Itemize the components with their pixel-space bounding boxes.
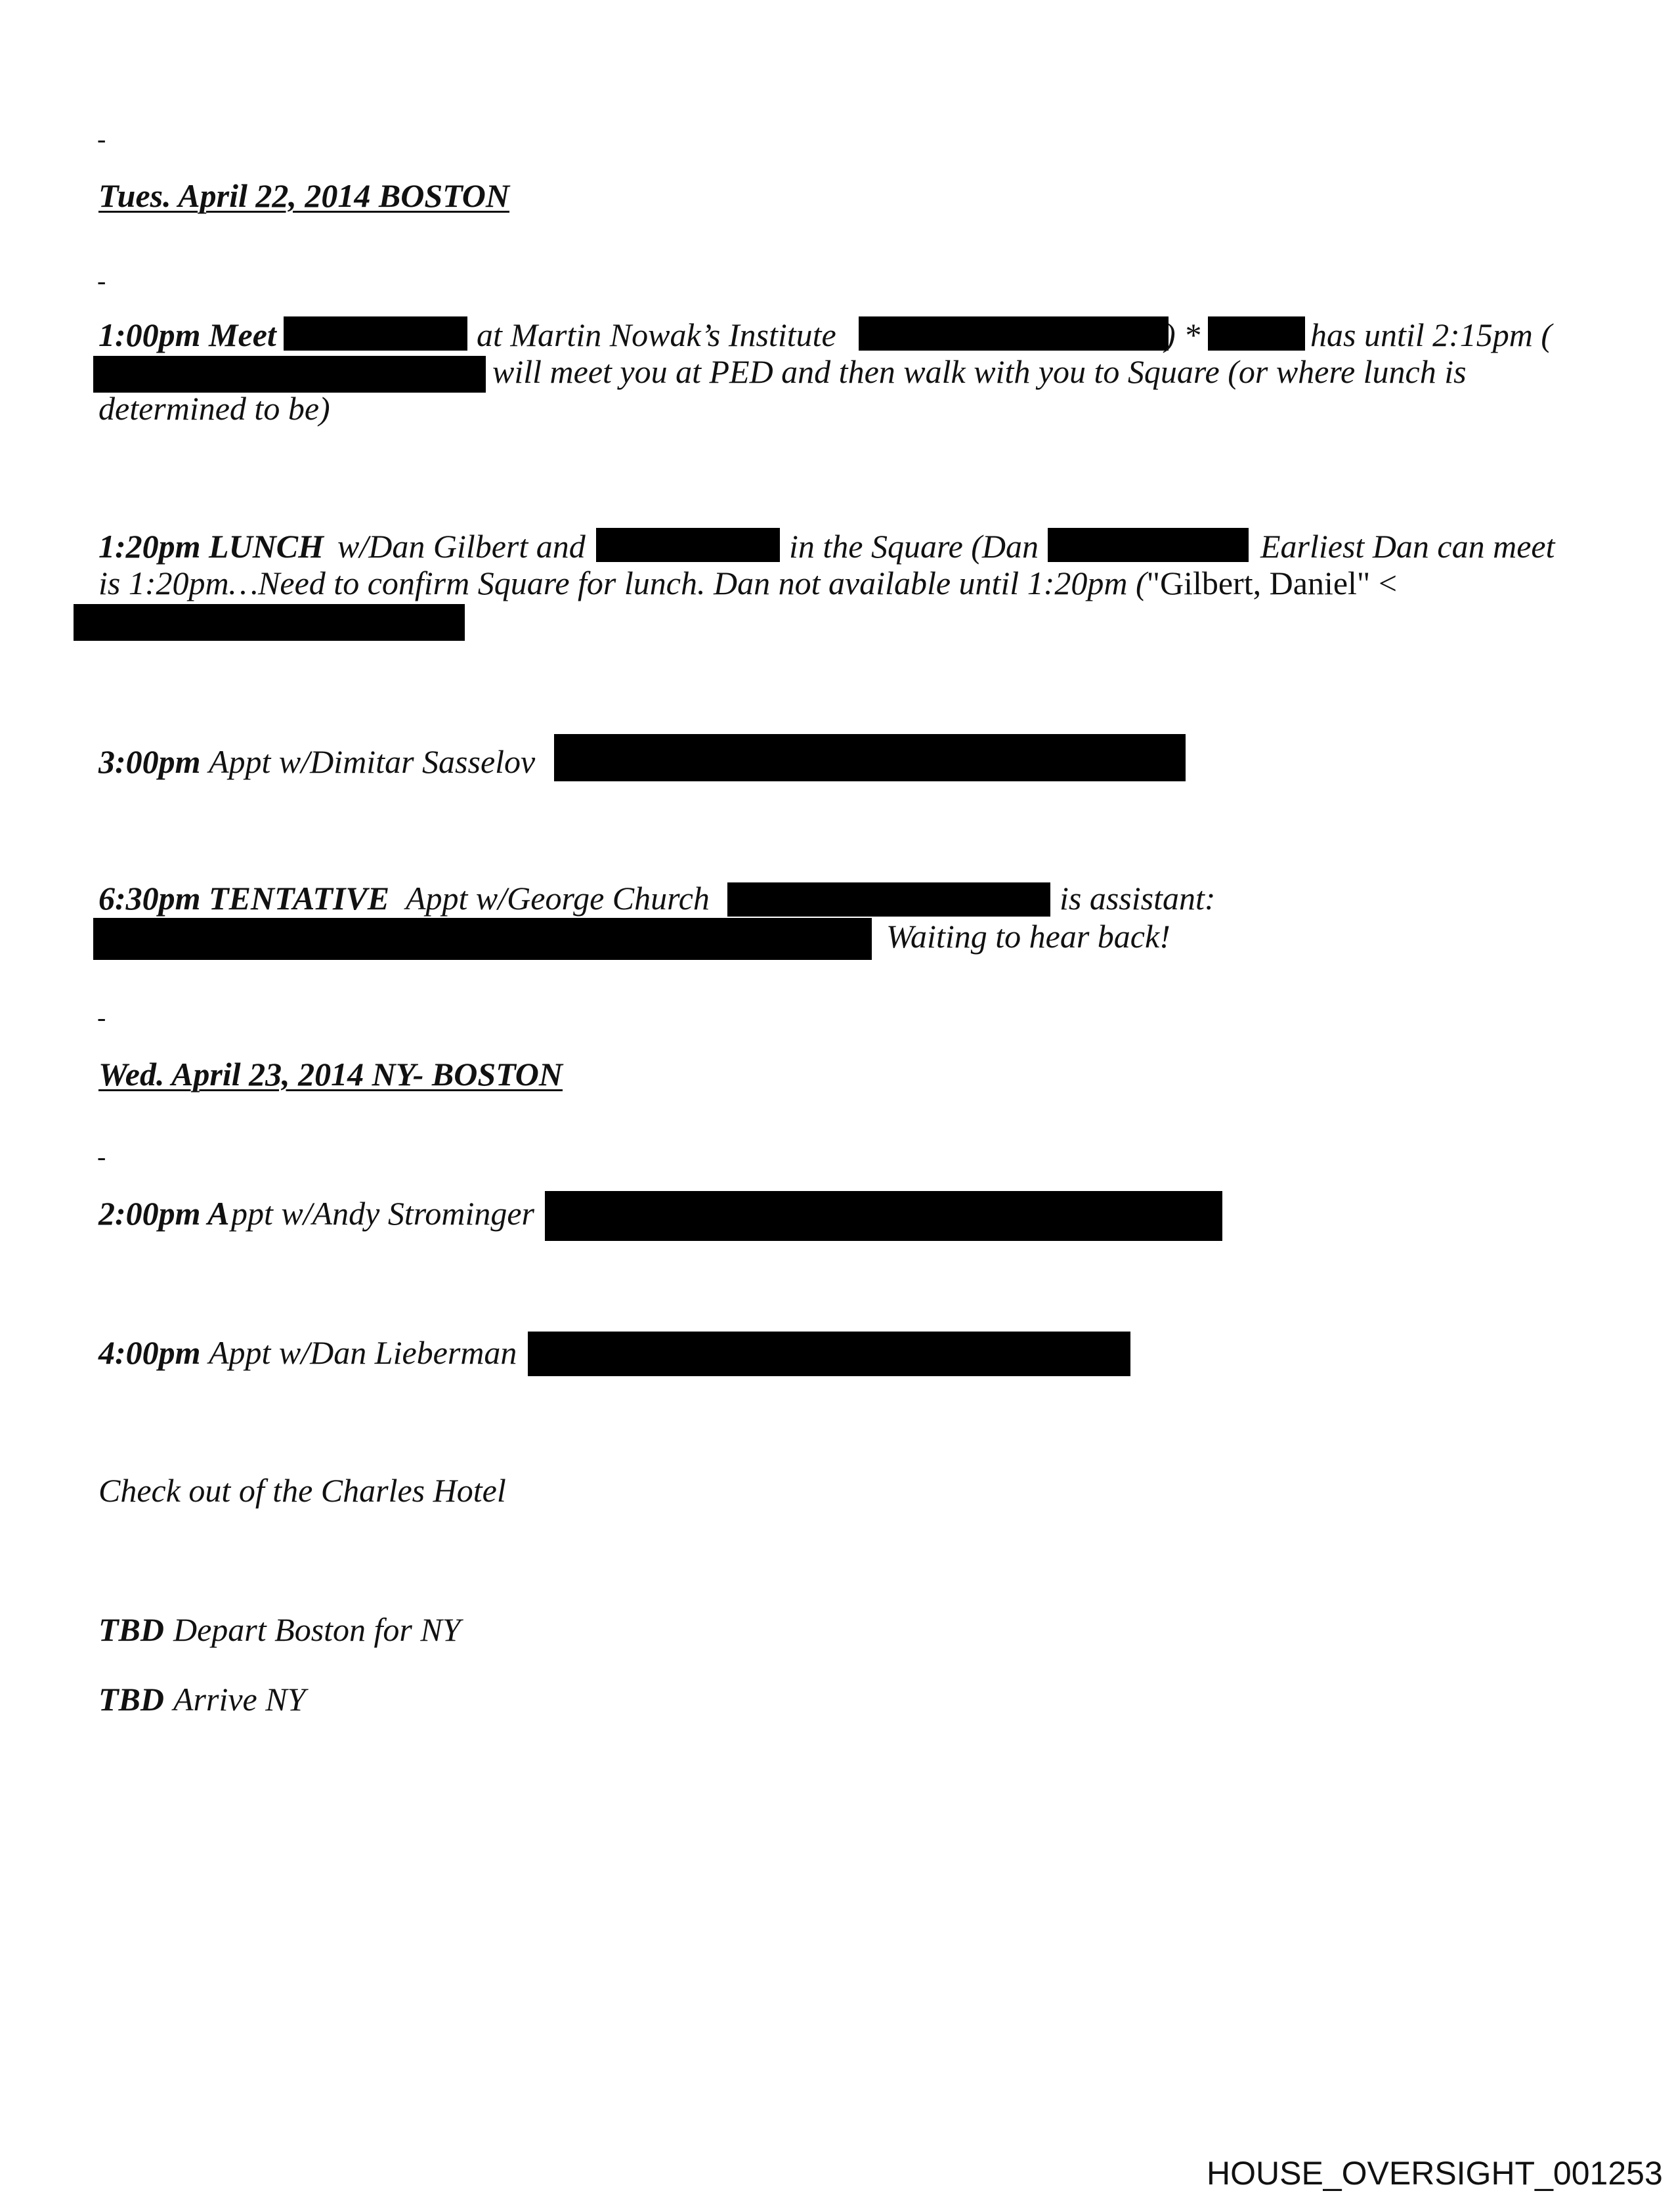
redaction-block <box>93 356 486 393</box>
entry-time: 1:00pm Meet <box>98 316 276 353</box>
entry-text: Check out of the Charles Hotel <box>98 1472 506 1509</box>
redaction-block <box>545 1191 1222 1241</box>
bates-number: HOUSE_OVERSIGHT_001253 <box>1207 2155 1663 2192</box>
redaction-block <box>1208 316 1305 351</box>
entry-text: Appt w/Dimitar Sasselov <box>209 743 536 780</box>
entry-time: 2:00pm A <box>98 1195 230 1232</box>
entry-time: 4:00pm <box>98 1334 201 1371</box>
redaction-block <box>93 918 872 960</box>
entry-time: 3:00pm <box>98 743 201 780</box>
entry-text: w/Dan Gilbert and <box>337 528 586 565</box>
entry-text: has until 2:15pm ( <box>1310 316 1553 353</box>
entry-time: 1:20pm LUNCH <box>98 528 324 565</box>
redaction-block <box>528 1332 1130 1376</box>
separator-dash: - <box>97 124 106 154</box>
entry-time: 6:30pm TENTATIVE <box>98 880 390 917</box>
redaction-block <box>554 734 1186 781</box>
entry-text: Earliest Dan can meet <box>1260 528 1555 565</box>
entry-text: is assistant: <box>1060 880 1216 917</box>
redaction-block <box>284 316 467 351</box>
entry-text: will meet you at PED and then walk with you to Square (or where lunch is <box>492 353 1467 390</box>
entry-text: Arrive NY <box>173 1681 306 1718</box>
entry-text: Appt w/Dan Lieberman <box>209 1334 517 1371</box>
entry-text: Appt w/George Church <box>406 880 710 917</box>
day-heading-tuesday: Tues. April 22, 2014 BOSTON <box>98 177 510 214</box>
entry-text: is 1:20pm…Need to confirm Square for lunch. Dan not available until 1:20pm ("Gilbert, Daniel" < <box>98 565 1398 601</box>
entry-text: ) * <box>1165 316 1201 353</box>
redaction-block <box>74 604 465 641</box>
entry-time: TBD <box>98 1611 164 1648</box>
entry-text: at Martin Nowak’s Institute <box>477 316 836 353</box>
redaction-block <box>1048 528 1249 562</box>
redaction-block <box>859 316 1169 351</box>
separator-dash: - <box>97 1142 106 1171</box>
entry-text: ppt w/Andy Strominger <box>231 1195 535 1232</box>
entry-time: TBD <box>98 1681 164 1718</box>
entry-text: determined to be) <box>98 390 330 427</box>
entry-text: Waiting to hear back! <box>886 918 1170 955</box>
day-heading-wednesday: Wed. April 23, 2014 NY- BOSTON <box>98 1056 563 1093</box>
redaction-block <box>727 882 1050 917</box>
separator-dash: - <box>97 266 106 295</box>
redaction-block <box>596 528 780 562</box>
entry-text: in the Square (Dan <box>789 528 1039 565</box>
entry-text: Depart Boston for NY <box>173 1611 461 1648</box>
separator-dash: - <box>97 1003 106 1032</box>
